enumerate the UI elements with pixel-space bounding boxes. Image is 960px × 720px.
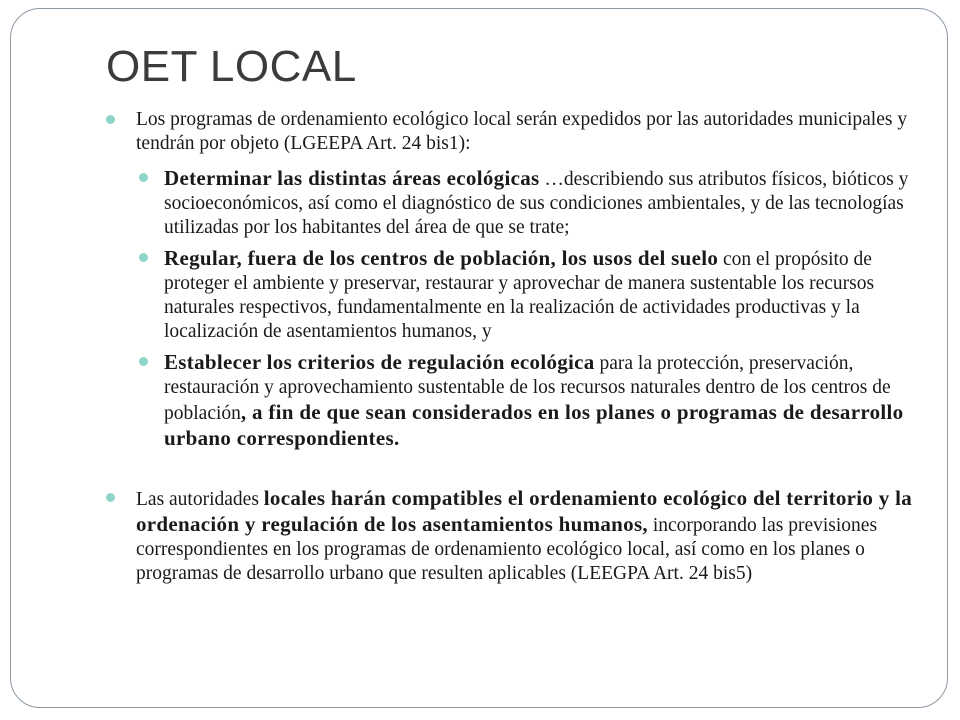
- bullet-dot-icon: [139, 173, 148, 182]
- bullet-autoridades-bold: locales harán compatibles el ordenamiento ecológico del territorio y la ordenación y regulación de los asentamientos humanos,: [136, 486, 913, 536]
- bullet-dot-icon: [139, 253, 148, 262]
- slide-title: OET LOCAL: [106, 42, 357, 91]
- bullet-regular-bold: Regular, fuera de los centros de población, los usos del suelo: [164, 246, 719, 270]
- bullet-dot-icon: [106, 493, 115, 502]
- bullet-intro: [100, 108, 915, 156]
- bullet-autoridades-text: Las autoridades: [136, 489, 264, 510]
- bullet-determinar-bold: Determinar las distintas áreas ecológicas: [164, 166, 540, 190]
- bullet-establecer-bold-2: , a fin de que sean considerados en los planes o programas de desarrollo urbano correspondientes.: [164, 400, 904, 450]
- bullet-establecer-bold: Establecer los criterios de regulación ecológica: [164, 350, 595, 374]
- bullet-determinar-text: …describiendo sus atributos físicos, bióticos y socioeconómicos, así como el diagnóstico de sus condiciones ambientales, y de las tecnologías utilizadas por los habitantes del área de que se trate;: [164, 169, 909, 238]
- bullet-regular-text: con el propósito de proteger el ambiente y preservar, restaurar y aprovechar de manera sustentable los recursos naturales respectivos, fundamentalmente en la realización de actividades productivas y la localización de asentamientos humanos, y: [164, 249, 875, 342]
- bullet-regular: [100, 246, 915, 344]
- bullet-autoridades: [100, 486, 915, 586]
- bullet-establecer: [100, 350, 915, 452]
- bullet-establecer-text: para la protección, preservación, restauración y aprovechamiento sustentable de los recursos naturales dentro de los centros de población: [164, 353, 891, 424]
- bullet-determinar: [100, 166, 915, 240]
- bullet-dot-icon: [139, 357, 148, 366]
- bullet-intro-text: Los programas de ordenamiento ecológico local serán expedidos por las autoridades municipales y tendrán por objeto (LGEEPA Art. 24 bis1):: [136, 109, 908, 154]
- bullet-dot-icon: [106, 115, 115, 124]
- slide-content: [100, 108, 915, 586]
- bullet-autoridades-text-2: incorporando las previsiones correspondientes en los programas de ordenamiento ecológico local, así como en los planes o programas de desarrollo urbano que resulten aplicables (LEEGPA Art. 24 bis5): [136, 515, 878, 584]
